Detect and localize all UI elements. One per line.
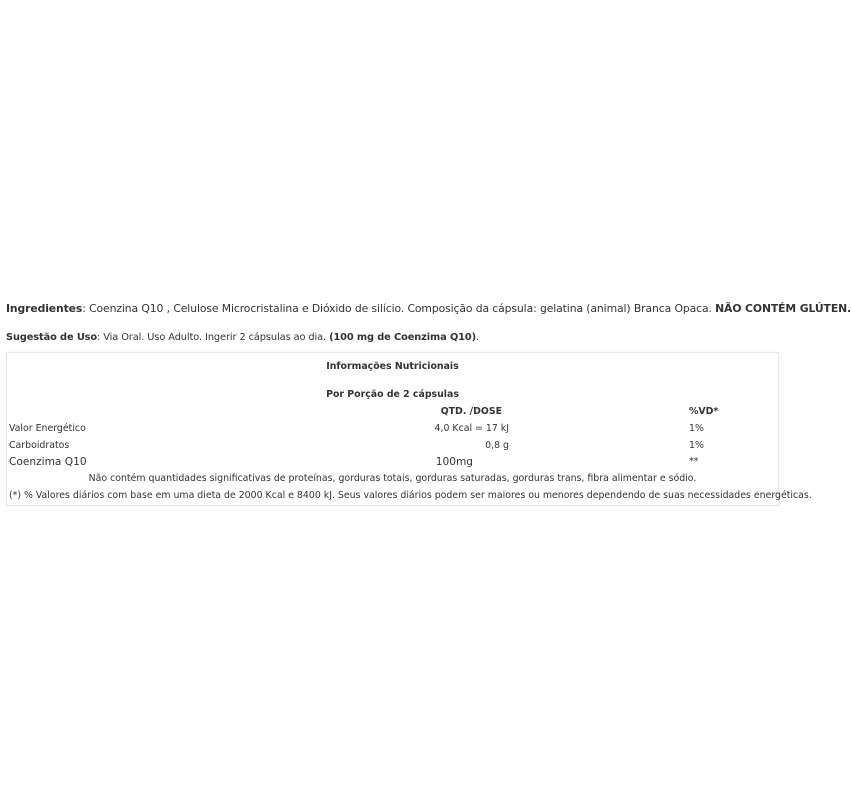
usage-end: . [476, 332, 480, 343]
nutrition-table [6, 352, 812, 506]
nutrient-vd: 1% [689, 440, 704, 451]
nutrient-vd: 1% [689, 423, 704, 434]
usage-label: Sugestão de Uso [6, 332, 98, 343]
nutrient-qty: 100mg [435, 456, 473, 468]
nutrient-name: Carboidratos [9, 440, 70, 451]
nutrition-title: Informações Nutricionais [326, 361, 459, 372]
nutrient-qty: 0,8 g [485, 440, 509, 451]
table-row [7, 438, 778, 454]
ingredients-label: Ingredientes [6, 302, 83, 315]
nutrient-name: Coenzima Q10 [9, 456, 87, 468]
nutrition-portion: Por Porção de 2 cápsulas [326, 389, 459, 400]
gluten-free-notice: NÃO CONTÉM GLÚTEN. [715, 302, 851, 315]
ingredients-paragraph [6, 302, 851, 315]
usage-dose: (100 mg de Coenzima Q10) [329, 332, 476, 343]
nutrient-vd: ** [689, 456, 699, 467]
qty-column-header: QTD. /DOSE [440, 406, 502, 417]
usage-text: : Via Oral. Uso Adulto. Ingerir 2 cápsulas ao dia. [97, 332, 330, 343]
nutrition-note: Não contém quantidades significativas de proteínas, gorduras totais, gorduras saturadas, gorduras trans, fibra alimentar e sódio. [88, 473, 697, 484]
nutrient-qty: 4,0 Kcal = 17 kJ [434, 423, 509, 434]
nutrition-footnote: (*) % Valores diários com base em uma dieta de 2000 Kcal e 8400 kJ. Seus valores diários podem ser maiores ou menores dependendo de suas necessidades energéticas. [9, 490, 812, 501]
nutrient-name: Valor Energético [9, 423, 86, 434]
nutrition-header-row [7, 404, 778, 420]
table-row [7, 454, 778, 470]
table-row [7, 421, 778, 437]
ingredients-text: : Coenzina Q10 , Celulose Microcristalina e Dióxido de silício. Composição da cápsula: gelatina (animal) Branca Opaca. [82, 302, 716, 315]
usage-paragraph [6, 332, 479, 343]
vd-column-header: %VD* [689, 406, 719, 417]
